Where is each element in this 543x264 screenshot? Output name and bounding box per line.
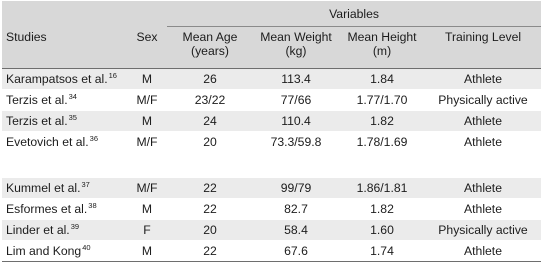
mean-height-cell: 1.60: [339, 220, 425, 241]
sex-cell: M/F: [127, 90, 167, 111]
reference-superscript: 39: [70, 222, 80, 231]
reference-superscript: 35: [68, 113, 77, 122]
study-name: Kummel et al.: [6, 181, 81, 195]
mean-age-cell: 20: [167, 220, 253, 241]
training-level-cell: Physically active: [425, 220, 541, 241]
table-row: [2, 199, 541, 220]
mean-height-cell: 1.82: [339, 199, 425, 220]
header-mean-age: [167, 27, 253, 69]
header-mean-height-label: Mean Height: [347, 30, 417, 44]
table-row: [2, 69, 541, 90]
mean-age-cell: 26: [167, 69, 253, 90]
training-level-cell: Athlete: [425, 111, 541, 132]
reference-superscript: 38: [88, 201, 97, 210]
header-group-spacer: [2, 1, 167, 27]
header-studies: Studies: [2, 27, 127, 69]
mean-height-cell: 1.86/1.81: [339, 178, 425, 199]
study-name-cell: [2, 90, 127, 111]
header-mean-weight-unit: (kg): [285, 44, 307, 58]
study-name: Karampatsos et al.: [6, 72, 108, 86]
table-row: [2, 132, 541, 178]
header-column-row: [2, 27, 541, 69]
study-name-cell: [2, 111, 127, 132]
sex-cell: M: [127, 241, 167, 262]
table-row: [2, 90, 541, 111]
training-level-cell: Athlete: [425, 132, 541, 178]
study-characteristics-table: [2, 1, 541, 262]
study-name-cell: [2, 199, 127, 220]
header-mean-age-unit: (years): [191, 44, 229, 58]
table-body: [2, 69, 541, 262]
table-row: [2, 241, 541, 262]
mean-weight-cell: 99/79: [253, 178, 339, 199]
mean-height-cell: 1.78/1.69: [339, 132, 425, 178]
header-mean-weight: [253, 27, 339, 69]
reference-superscript: 37: [81, 180, 90, 189]
study-name: Lim and Kong: [6, 244, 82, 258]
mean-age-cell: 20: [167, 132, 253, 178]
study-name: Linder et al.: [6, 223, 70, 237]
training-level-cell: Physically active: [425, 90, 541, 111]
mean-height-cell: 1.82: [339, 111, 425, 132]
mean-age-cell: 22: [167, 199, 253, 220]
sex-cell: M/F: [127, 178, 167, 199]
study-name-cell: [2, 178, 127, 199]
mean-age-cell: 22: [167, 178, 253, 199]
mean-weight-cell: 67.6: [253, 241, 339, 262]
header-group-row: [2, 1, 541, 27]
training-level-cell: Athlete: [425, 69, 541, 90]
header-sex: Sex: [127, 27, 167, 69]
mean-age-cell: 24: [167, 111, 253, 132]
header-mean-weight-label: Mean Weight: [260, 30, 332, 44]
table-row: [2, 111, 541, 132]
study-name: Esformes et al.: [6, 202, 88, 216]
study-name-cell: [2, 132, 127, 178]
mean-weight-cell: 73.3/59.8: [253, 132, 339, 178]
sex-cell: M: [127, 111, 167, 132]
reference-superscript: 40: [82, 243, 91, 252]
study-name-cell: [2, 241, 127, 262]
study-name: Evetovich et al.: [6, 135, 89, 149]
training-level-cell: Athlete: [425, 199, 541, 220]
mean-height-cell: 1.74: [339, 241, 425, 262]
reference-superscript: 34: [68, 92, 77, 101]
header-variables: Variables: [167, 1, 541, 27]
sex-cell: F: [127, 220, 167, 241]
reference-superscript: 16: [108, 71, 117, 80]
header-mean-age-label: Mean Age: [182, 30, 238, 44]
mean-weight-cell: 77/66: [253, 90, 339, 111]
study-name: Terzis et al.: [6, 114, 68, 128]
reference-superscript: 36: [89, 134, 98, 143]
sex-cell: M: [127, 199, 167, 220]
table-row: [2, 220, 541, 241]
sex-cell: M/F: [127, 132, 167, 178]
study-name-cell: [2, 220, 127, 241]
mean-weight-cell: 82.7: [253, 199, 339, 220]
table-header: [2, 1, 541, 69]
training-level-cell: Athlete: [425, 241, 541, 262]
mean-height-cell: 1.77/1.70: [339, 90, 425, 111]
mean-weight-cell: 113.4: [253, 69, 339, 90]
study-name: Terzis et al.: [6, 93, 68, 107]
mean-age-cell: 22: [167, 241, 253, 262]
training-level-cell: Athlete: [425, 178, 541, 199]
mean-age-cell: 23/22: [167, 90, 253, 111]
table-row: [2, 178, 541, 199]
mean-weight-cell: 110.4: [253, 111, 339, 132]
header-mean-height: [339, 27, 425, 69]
mean-height-cell: 1.84: [339, 69, 425, 90]
sex-cell: M: [127, 69, 167, 90]
mean-weight-cell: 58.4: [253, 220, 339, 241]
study-name-cell: [2, 69, 127, 90]
header-training-level: Training Level: [425, 27, 541, 69]
header-mean-height-unit: (m): [372, 44, 392, 58]
